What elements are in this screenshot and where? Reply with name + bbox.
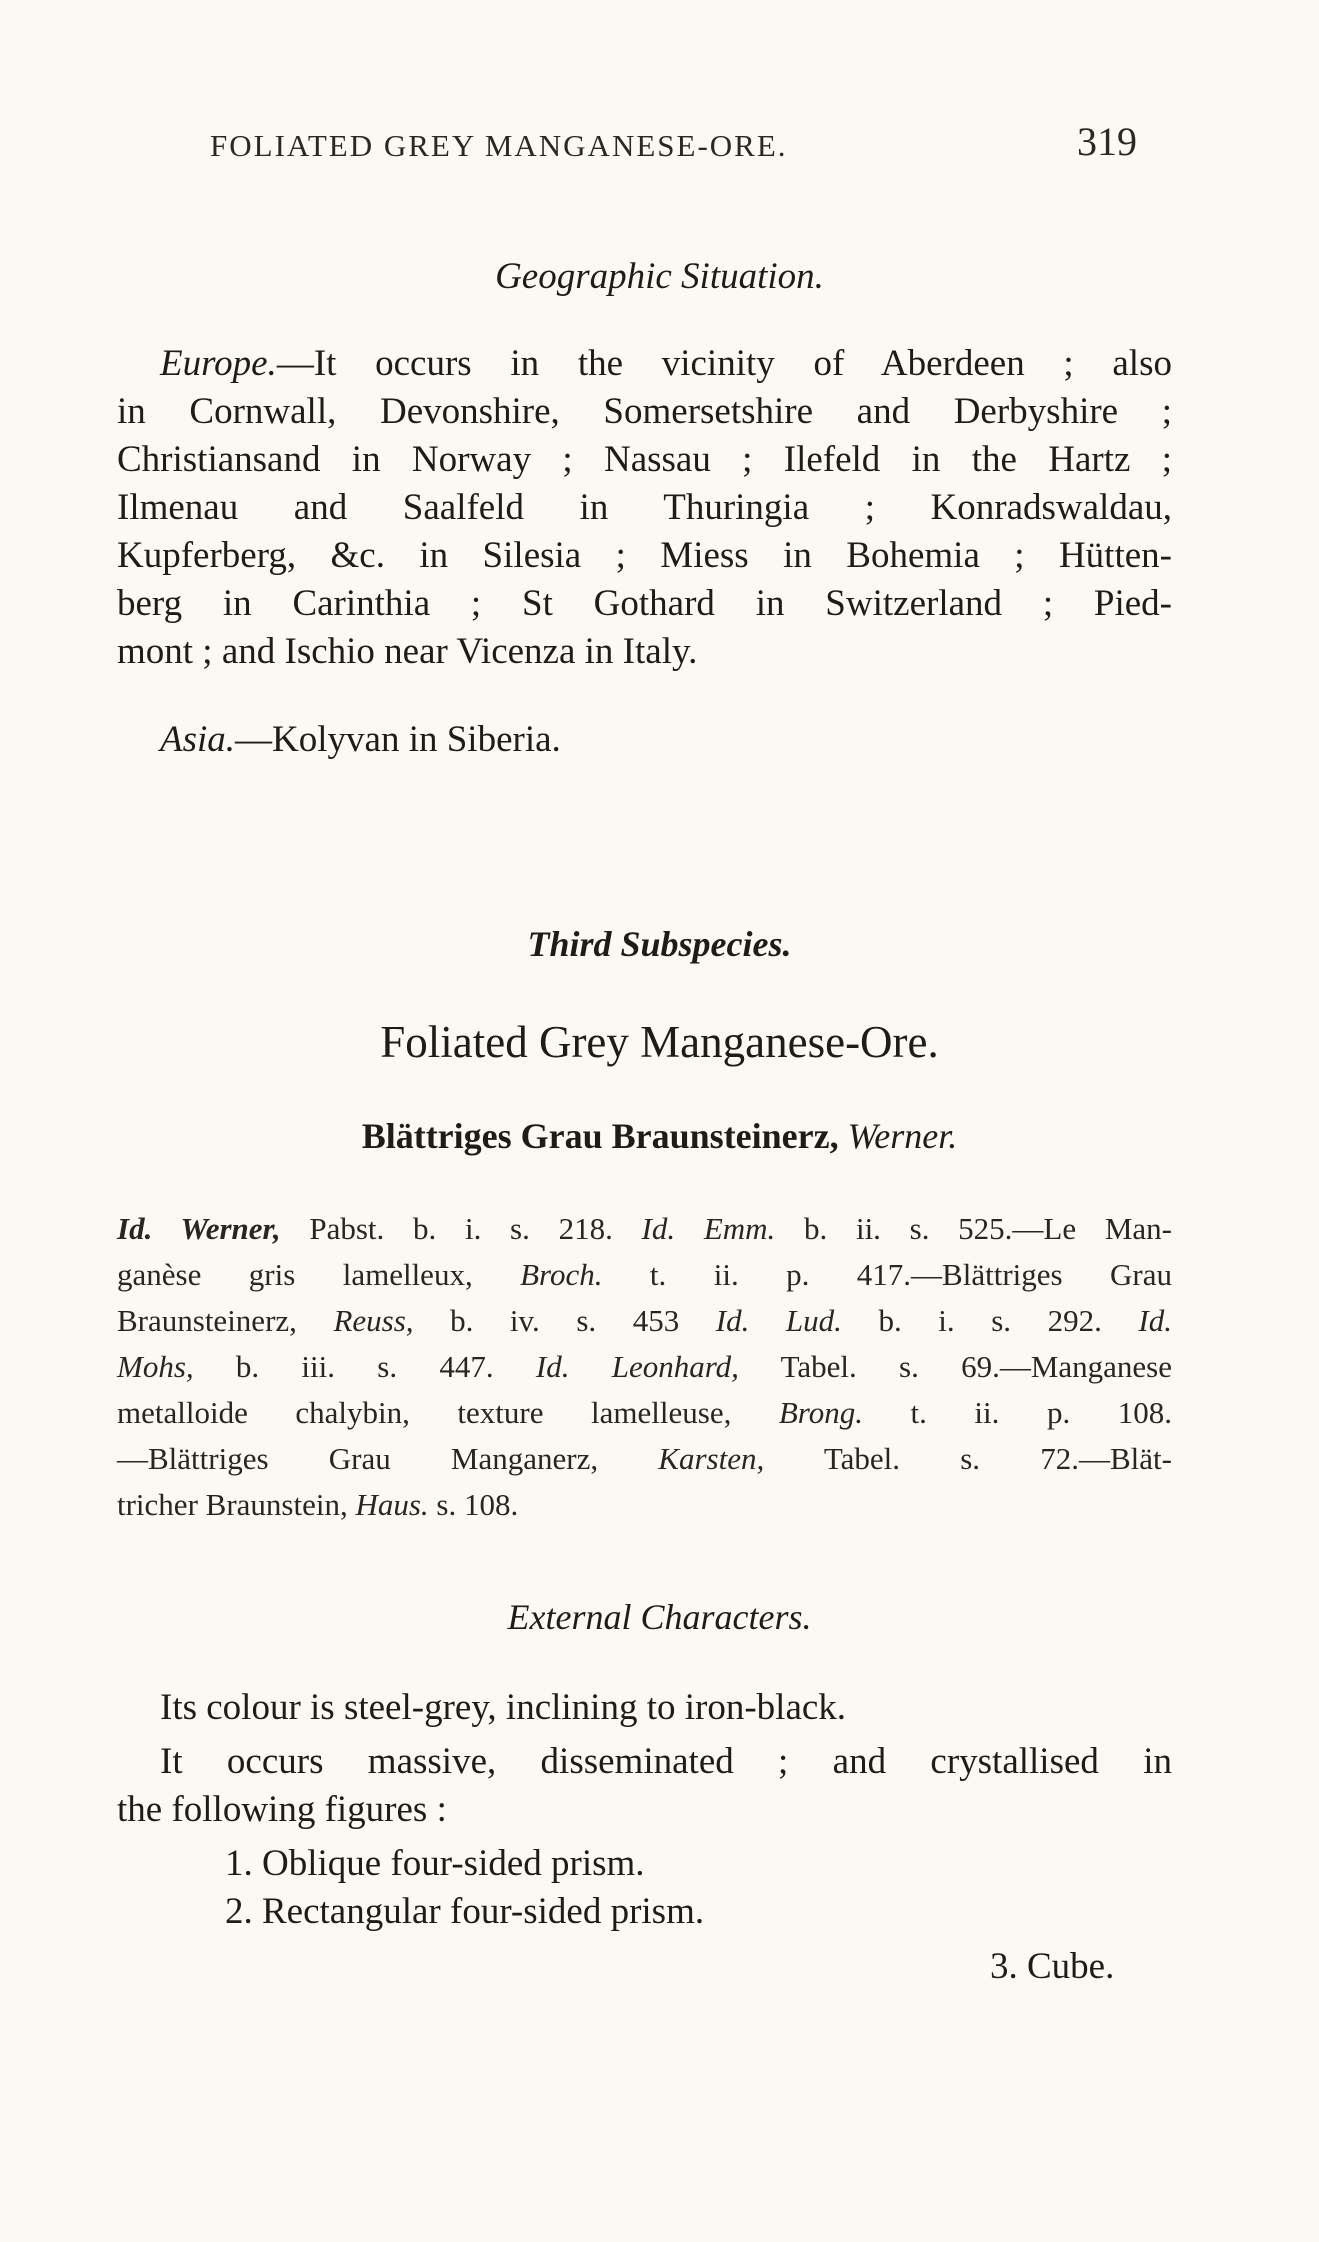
asia-paragraph: Asia.—Kolyvan in Siberia. bbox=[160, 719, 561, 760]
external-characters-heading: External Characters. bbox=[507, 1597, 812, 1637]
colour-line: Its colour is steel-grey, inclining to iron-black. bbox=[160, 1687, 847, 1728]
asia-label: Asia. bbox=[160, 719, 236, 760]
subspecies-heading: Third Subspecies. bbox=[527, 924, 792, 964]
europe-paragraph-line-3: Christiansand in Norway ; Nassau ; Ilefeld in the Hartz ; bbox=[117, 439, 1172, 480]
europe-paragraph-line-4: Ilmenau and Saalfeld in Thuringia ; Konradswaldau, bbox=[117, 487, 1172, 528]
german-name: Blättriges Grau Braunsteinerz, Werner. bbox=[361, 1116, 958, 1156]
europe-label: Europe. bbox=[160, 343, 277, 384]
synonymy-line-3: Braunsteinerz, Reuss, b. iv. s. 453 Id. Lud. b. i. s. 292. Id. bbox=[117, 1303, 1172, 1338]
europe-paragraph-line-7: mont ; and Ischio near Vicenza in Italy. bbox=[117, 631, 698, 672]
synonymy-line-5: metalloide chalybin, texture lamelleuse, Brong. t. ii. p. 108. bbox=[117, 1395, 1172, 1430]
occurrence-line-2: the following figures : bbox=[117, 1789, 447, 1830]
occurrence-line-1: It occurs massive, disseminated ; and crystallised in bbox=[160, 1741, 1172, 1782]
figure-list-item-2: 2. Rectangular four-sided prism. bbox=[225, 1891, 705, 1932]
page-number: 319 bbox=[1077, 119, 1137, 164]
synonymy-line-6: —Blättriges Grau Manganerz, Karsten, Tabel. s. 72.—Blät- bbox=[117, 1441, 1172, 1476]
synonymy-line-4: Mohs, b. iii. s. 447. Id. Leonhard, Tabel. s. 69.—Manganese bbox=[117, 1349, 1173, 1384]
mineral-title: Foliated Grey Manganese-Ore. bbox=[380, 1017, 939, 1067]
europe-paragraph-line-2: in Cornwall, Devonshire, Somersetshire and Derbyshire ; bbox=[117, 391, 1172, 432]
german-name-author: Werner. bbox=[847, 1116, 958, 1156]
figure-list-item-3: 3. Cube. bbox=[990, 1946, 1115, 1987]
geographic-heading: Geographic Situation. bbox=[495, 256, 824, 297]
europe-paragraph-line-1: Europe.—It occurs in the vicinity of Aberdeen ; also bbox=[160, 343, 1172, 384]
synonymy-line-2: ganèse gris lamelleux, Broch. t. ii. p. 417.—Blättriges Grau bbox=[117, 1257, 1172, 1292]
europe-paragraph-line-6: berg in Carinthia ; St Gothard in Switzerland ; Pied- bbox=[117, 583, 1172, 624]
figure-list-item-1: 1. Oblique four-sided prism. bbox=[225, 1843, 645, 1884]
synonymy-line-7: tricher Braunstein, Haus. s. 108. bbox=[117, 1487, 519, 1522]
running-header: FOLIATED GREY MANGANESE-ORE. bbox=[210, 128, 788, 163]
synonymy-line-1: Id. Werner, Pabst. b. i. s. 218. Id. Emm. b. ii. s. 525.—Le Man- bbox=[117, 1211, 1172, 1246]
europe-paragraph-line-5: Kupferberg, &c. in Silesia ; Miess in Bohemia ; Hütten- bbox=[117, 535, 1172, 576]
